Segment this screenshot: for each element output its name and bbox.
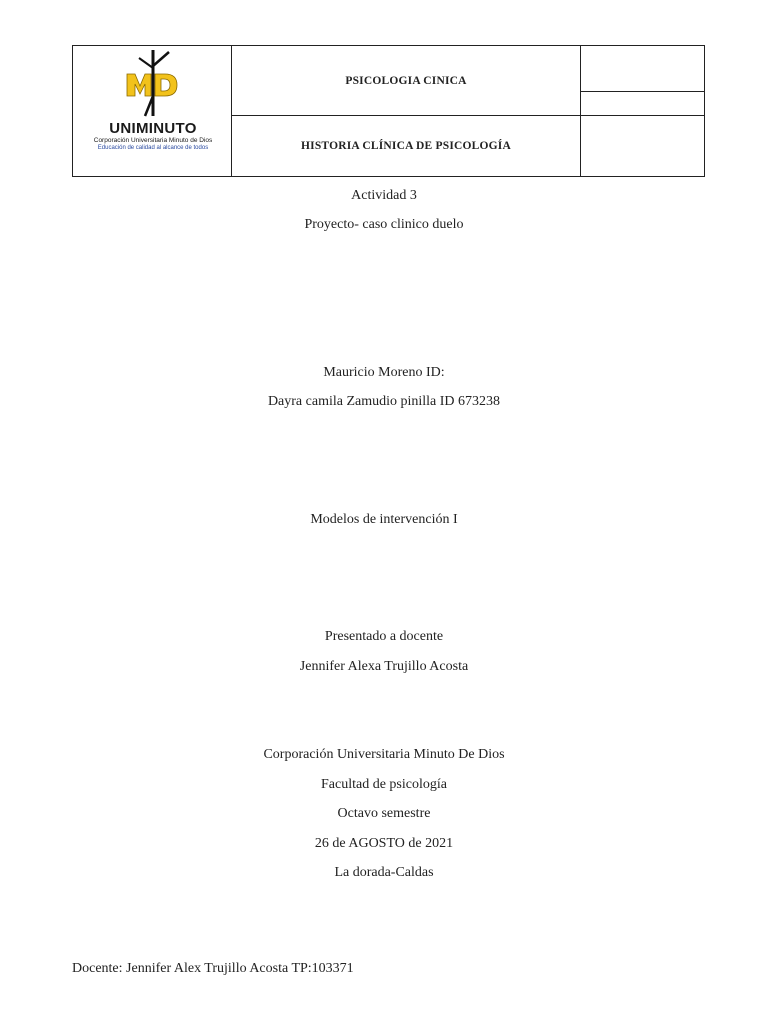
header-blank-cell-2	[581, 92, 705, 116]
footer-teacher-info: Docente: Jennifer Alex Trujillo Acosta TP:103371	[72, 961, 354, 976]
project-title: Proyecto- caso clinico duelo	[304, 217, 464, 232]
university-name: Corporación Universitaria Minuto De Dios	[263, 747, 505, 762]
logo-subtitle: Corporación Universitaria Minuto de Dios	[93, 137, 213, 144]
logo-name: UNIMINUTO	[109, 120, 197, 137]
author-1: Mauricio Moreno ID:	[323, 365, 445, 380]
semester: Octavo semestre	[337, 806, 431, 821]
presented-to: Presentado a docente	[324, 629, 444, 644]
uniminuto-logo	[73, 46, 231, 151]
activity-title: Actividad 3	[351, 188, 417, 203]
logo-tagline: Educación de calidad al alcance de todos	[97, 145, 209, 151]
header-blank-cell-3	[581, 116, 705, 177]
header-title-top: PSICOLOGIA CINICA	[232, 46, 581, 116]
course-name: Modelos de intervención I	[310, 512, 458, 527]
logo-cell	[73, 46, 232, 177]
header-blank-cell-1	[581, 46, 705, 92]
city: La dorada-Caldas	[334, 865, 434, 880]
header-title-bottom: HISTORIA CLÍNICA DE PSICOLOGÍA	[232, 116, 581, 177]
author-2: Dayra camila Zamudio pinilla ID 673238	[267, 394, 501, 409]
faculty-name: Facultad de psicología	[321, 777, 447, 792]
document-date: 26 de AGOSTO de 2021	[314, 836, 454, 851]
document-header-table	[72, 45, 705, 177]
teacher-name: Jennifer Alexa Trujillo Acosta	[299, 659, 469, 674]
